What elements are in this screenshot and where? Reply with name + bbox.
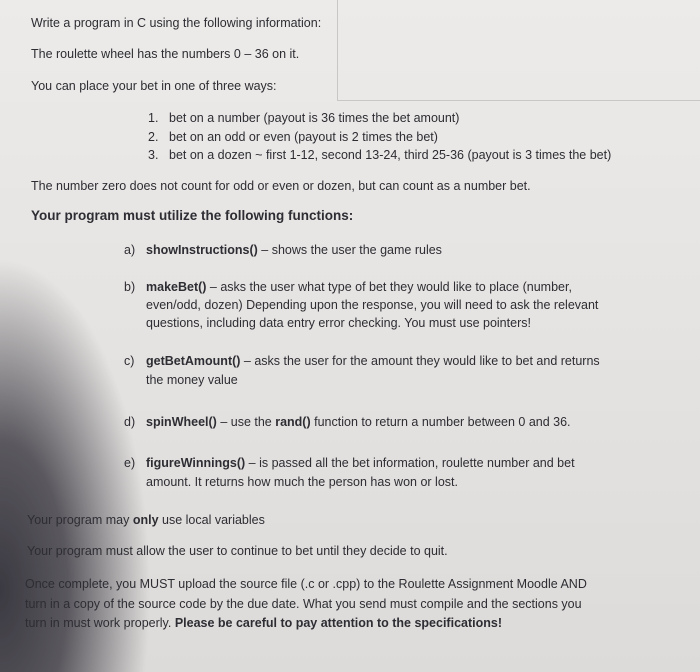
function-item: [146, 353, 600, 369]
upload-line-3-pre: turn in must work properly.: [25, 616, 175, 630]
upload-line-1: Once complete, you MUST upload the source file (.c or .cpp) to the Roulette Assignment Moodle AND: [25, 577, 587, 591]
table-cell-border: [337, 0, 700, 101]
function-name: showInstructions(): [146, 243, 258, 257]
intro-line-1: Write a program in C using the following information:: [31, 16, 322, 30]
bet-option-text: bet on a number (payout is 36 times the bet amount): [169, 111, 460, 125]
function-name: spinWheel(): [146, 415, 217, 429]
function-letter: e): [124, 456, 136, 470]
continue-note: Your program must allow the user to continue to bet until they decide to quit.: [27, 544, 448, 558]
intro-line-2: The roulette wheel has the numbers 0 – 36 on it.: [31, 47, 300, 61]
function-item: [146, 455, 575, 471]
function-name: getBetAmount(): [146, 354, 241, 368]
function-desc: function to return a number between 0 and 36.: [310, 415, 571, 429]
bet-option-number: 2.: [148, 130, 159, 144]
function-desc-line: even/odd, dozen) Depending upon the response, you will need to ask the relevant: [146, 298, 599, 312]
local-vars-bold: only: [132, 513, 159, 527]
bet-option-number: 1.: [148, 111, 159, 125]
local-vars-post: use local variables: [158, 513, 265, 527]
function-desc: – use the: [216, 415, 276, 429]
upload-line-2: turn in a copy of the source code by the due date. What you send must compile and the sections you: [25, 597, 582, 611]
function-letter: a): [124, 243, 136, 257]
function-item: [146, 414, 571, 430]
bet-option-text: bet on a dozen ~ first 1-12, second 13-24, third 25-36 (payout is 3 times the bet): [169, 148, 612, 162]
bet-option-text: bet on an odd or even (payout is 2 times the bet): [169, 130, 438, 144]
function-letter: d): [124, 415, 136, 429]
zero-note: The number zero does not count for odd or even or dozen, but can count as a number bet.: [31, 179, 531, 193]
function-ref: rand(): [275, 415, 311, 429]
function-desc: – is passed all the bet information, roulette number and bet: [245, 456, 575, 470]
function-desc-line: questions, including data entry error checking. You must use pointers!: [146, 316, 531, 330]
local-vars-note: [27, 512, 265, 528]
upload-line-3: [25, 615, 502, 631]
function-letter: b): [124, 280, 136, 294]
function-desc-line: amount. It returns how much the person has won or lost.: [146, 475, 458, 489]
intro-line-3: You can place your bet in one of three ways:: [31, 79, 277, 93]
function-item: [146, 279, 572, 295]
upload-warning: Please be careful to pay attention to the specifications!: [174, 616, 502, 630]
functions-heading: Your program must utilize the following functions:: [31, 208, 354, 223]
function-item: [146, 242, 442, 258]
function-name: figureWinnings(): [146, 456, 246, 470]
local-vars-pre: Your program may: [27, 513, 133, 527]
function-desc: – asks the user what type of bet they would like to place (number,: [206, 280, 572, 294]
function-desc: – asks the user for the amount they would like to bet and returns: [240, 354, 600, 368]
function-desc: – shows the user the game rules: [257, 243, 442, 257]
function-letter: c): [124, 354, 135, 368]
function-desc-line: the money value: [146, 373, 238, 387]
function-name: makeBet(): [146, 280, 207, 294]
bet-option-number: 3.: [148, 148, 159, 162]
